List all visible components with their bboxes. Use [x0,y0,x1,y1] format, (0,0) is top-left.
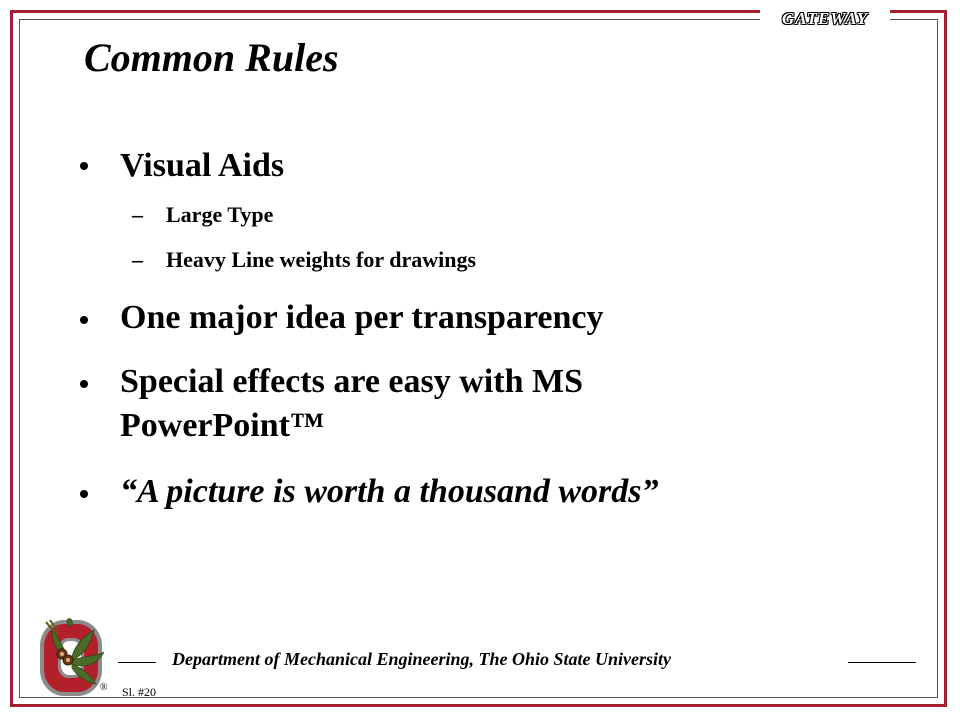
slide-title: Common Rules [84,35,339,80]
bullet-text: “A picture is worth a thousand words” [120,473,659,510]
footer-rule-right [848,662,916,663]
dash-icon: – [132,247,143,272]
dash-icon: – [132,202,143,227]
slide-border-inner [19,19,938,698]
sub-bullet-text: Heavy Line weights for drawings [166,247,477,272]
bullet-dot-icon [80,490,88,498]
bullet-text-line2: PowerPoint™ [120,407,324,444]
bullet-dot-icon [80,316,88,324]
bullet-special-effects [80,362,583,444]
bullet-text-line1: Special effects are easy with MS [120,363,583,400]
slide-number: Sl. #20 [122,685,157,699]
sub-bullet-line-weights [132,245,476,275]
gateway-badge: GATEWAY [760,8,890,30]
bullet-picture-quote [80,472,659,510]
bullet-one-idea [80,298,604,336]
bullet-text: One major idea per transparency [120,299,604,336]
sub-bullet-large-type [132,200,273,230]
sub-bullet-text: Large Type [166,202,274,227]
bullet-dot-icon [80,380,88,388]
footer-department: Department of Mechanical Engineering, The Ohio State University [172,649,672,669]
bullet-visual-aids [80,146,285,184]
bullet-dot-icon [80,162,88,170]
trademark-symbol: ® [100,682,108,693]
footer-rule-left [118,662,156,663]
bullet-text: Visual Aids [120,147,285,184]
